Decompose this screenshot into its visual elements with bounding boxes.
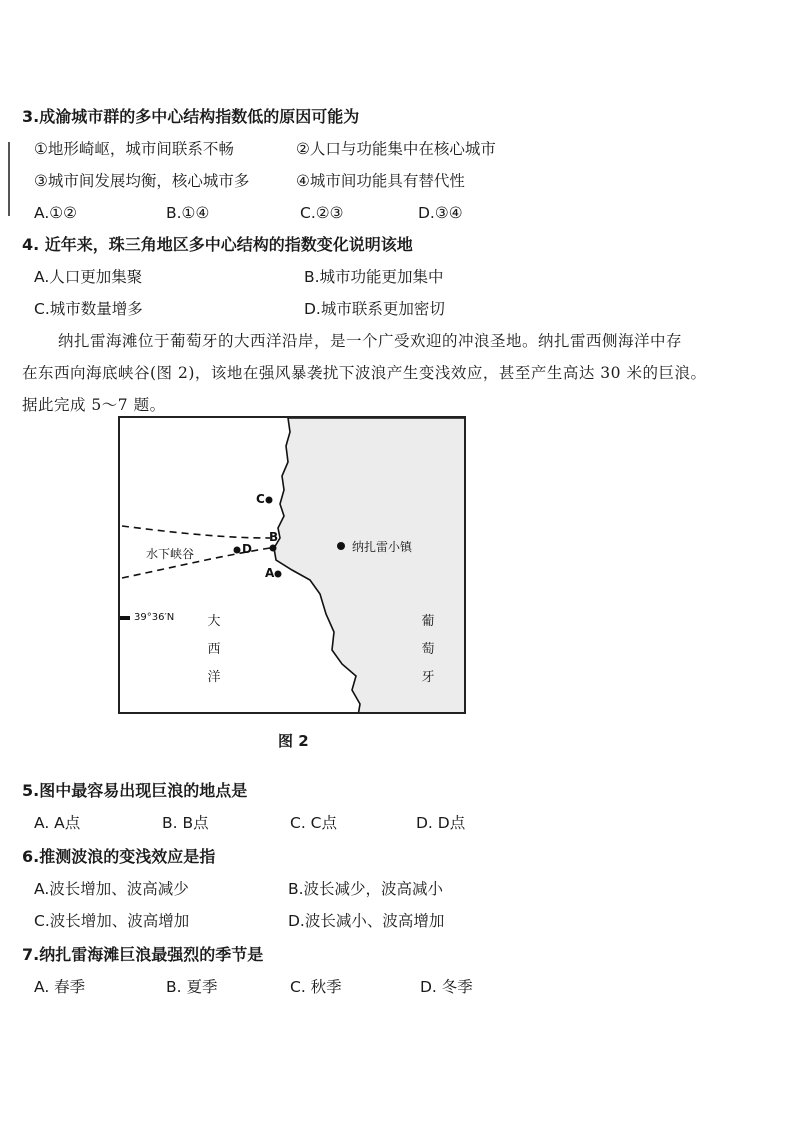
passage-line-1: 纳扎雷海滩位于葡萄牙的大西洋沿岸，是一个广受欢迎的冲浪圣地。纳扎雷西侧海洋中存 [58, 332, 683, 350]
point-d-label: D [242, 542, 252, 556]
map-drawing [120, 418, 466, 714]
country-label: 葡 萄 牙 [421, 614, 435, 685]
passage-line-3: 据此完成 5～7 题。 [22, 396, 166, 414]
point-b-dot [270, 545, 277, 552]
ocean-label: 大 西 洋 [207, 614, 221, 685]
q4-option-c: C.城市数量增多 [34, 300, 143, 318]
figure-caption: 图 2 [278, 732, 309, 750]
q6-option-b: B.波长减少，波高减小 [288, 880, 444, 898]
q7-option-d: D. 冬季 [420, 978, 473, 996]
q3-option-b: B.①④ [166, 204, 210, 222]
q4-option-b: B.城市功能更加集中 [304, 268, 444, 286]
margin-bracket [8, 142, 10, 216]
q6-option-a: A.波长增加、波高减少 [34, 880, 189, 898]
point-d-dot [234, 547, 241, 554]
q6-option-c: C.波长增加、波高增加 [34, 912, 190, 930]
nazare-map [118, 416, 466, 714]
question-5-stem: 5.图中最容易出现巨浪的地点是 [22, 781, 248, 800]
question-3-stem: 3.成渝城市群的多中心结构指数低的原因可能为 [22, 107, 360, 126]
question-7-stem: 7.纳扎雷海滩巨浪最强烈的季节是 [22, 945, 264, 964]
q4-option-d: D.城市联系更加密切 [304, 300, 445, 318]
q5-option-d: D. D点 [416, 814, 466, 832]
point-b-label: B [269, 530, 279, 544]
q5-option-c: C. C点 [290, 814, 337, 832]
q3-option-d: D.③④ [418, 204, 463, 222]
q5-option-a: A. A点 [34, 814, 81, 832]
question-4-stem: 4. 近年来，珠三角地区多中心结构的指数变化说明该地 [22, 235, 413, 254]
q4-option-a: A.人口更加集聚 [34, 268, 143, 286]
q6-option-d: D.波长减小、波高增加 [288, 912, 445, 930]
q7-option-c: C. 秋季 [290, 978, 342, 996]
town-label: 纳扎雷小镇 [352, 540, 413, 554]
canyon-north-edge [122, 526, 270, 538]
land-portugal [274, 418, 466, 714]
canyon-label: 水下峡谷 [146, 547, 195, 561]
q3-statement-4: ④城市间功能具有替代性 [296, 172, 465, 190]
point-a-dot [275, 571, 282, 578]
question-6-stem: 6.推测波浪的变浅效应是指 [22, 847, 216, 866]
point-c-label: C [256, 492, 265, 506]
q7-option-a: A. 春季 [34, 978, 86, 996]
latitude-label: 39°36′N [134, 612, 175, 623]
latitude-tick [120, 616, 130, 620]
q3-statement-3: ③城市间发展均衡，核心城市多 [34, 172, 250, 190]
point-a-label: A [265, 566, 275, 580]
q3-option-a: A.①② [34, 204, 78, 222]
q3-option-c: C.②③ [300, 204, 344, 222]
q5-option-b: B. B点 [162, 814, 209, 832]
q3-statement-1: ①地形崎岖，城市间联系不畅 [34, 140, 234, 158]
q3-statement-2: ②人口与功能集中在核心城市 [296, 140, 496, 158]
point-c-dot [266, 497, 273, 504]
town-dot [337, 542, 345, 550]
passage-line-2: 在东西向海底峡谷(图 2)，该地在强风暴袭扰下波浪产生变浅效应，甚至产生高达 30 米的巨浪。 [22, 364, 707, 382]
q7-option-b: B. 夏季 [166, 978, 218, 996]
